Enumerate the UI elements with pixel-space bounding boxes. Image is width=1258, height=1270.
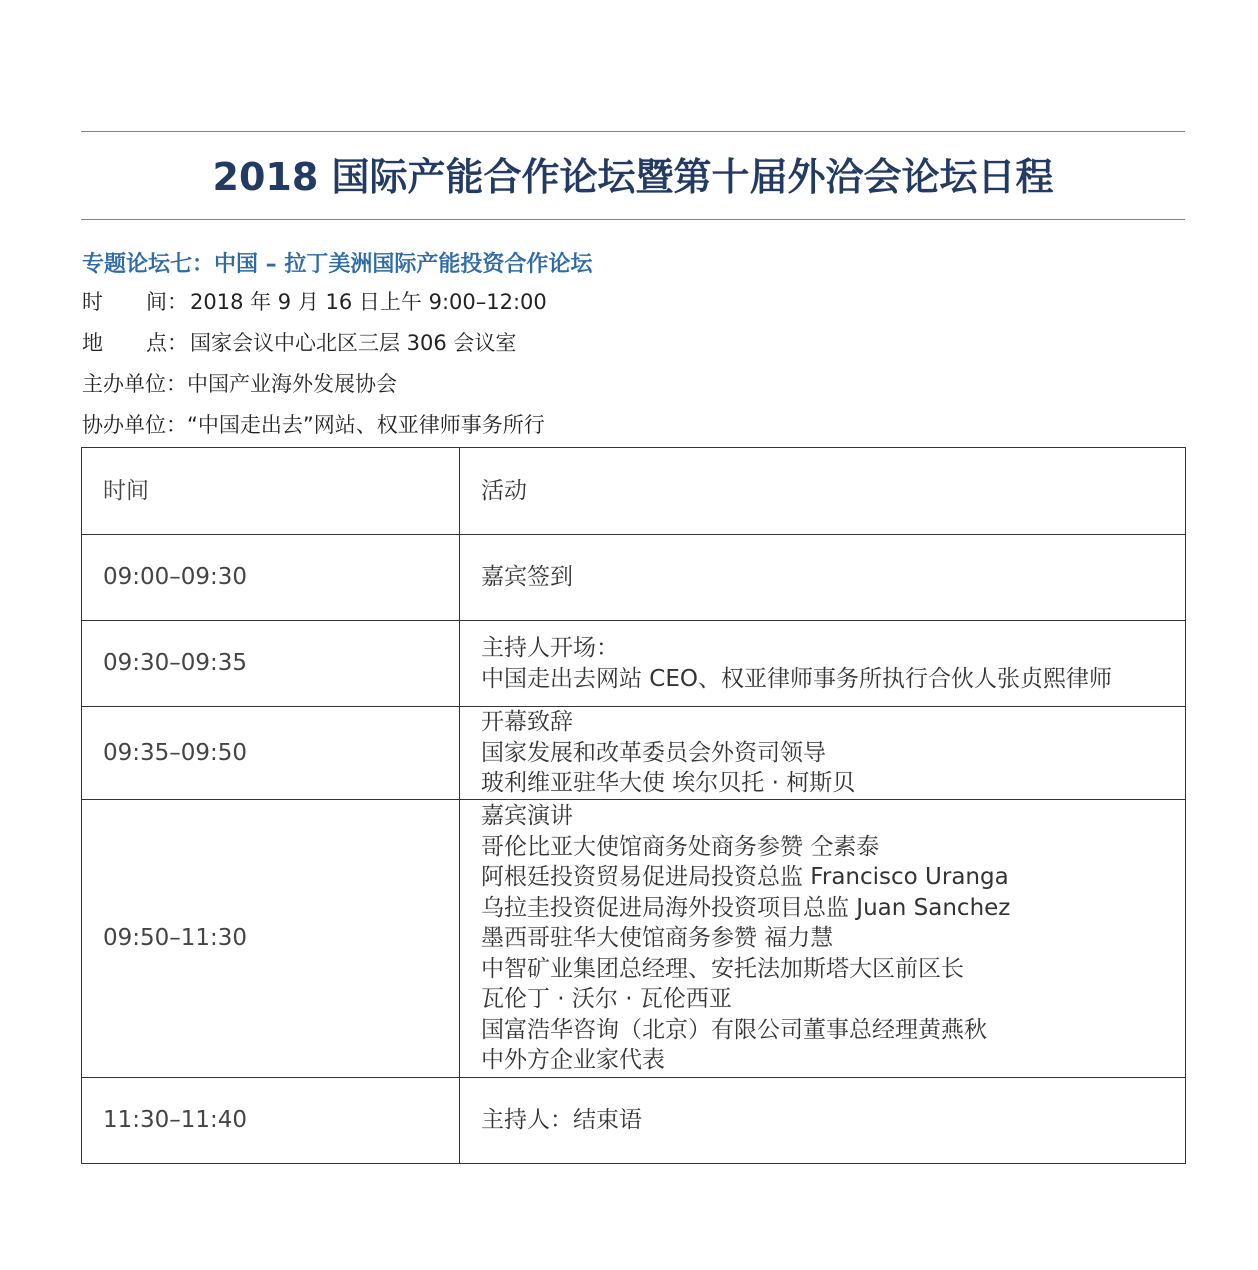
place-label: 地 点： — [82, 331, 188, 355]
row-activity — [460, 621, 1186, 707]
row-activity — [460, 800, 1186, 1078]
activity-line: 玻利维亚驻华大使 埃尔贝托 · 柯斯贝 — [481, 770, 856, 797]
info-host — [82, 368, 397, 398]
cohost-value: “中国走出去”网站、权亚律师事务所行 — [187, 413, 545, 437]
row-time: 09:50–11:30 — [82, 800, 460, 1078]
time-label: 时 间： — [82, 290, 188, 314]
place-value: 国家会议中心北区三层 306 会议室 — [190, 331, 517, 355]
table-row — [82, 707, 1186, 800]
header-activity: 活动 — [460, 448, 1186, 535]
schedule-table — [81, 447, 1186, 1164]
row-time: 09:00–09:30 — [82, 535, 460, 621]
row-activity — [460, 707, 1186, 800]
activity-line: 嘉宾演讲 — [481, 803, 573, 830]
table-row — [82, 800, 1186, 1078]
row-time: 09:30–09:35 — [82, 621, 460, 707]
activity-line: 乌拉圭投资促进局海外投资项目总监 Juan Sanchez — [481, 894, 1011, 921]
row-activity — [460, 1078, 1186, 1164]
info-cohost — [82, 409, 545, 439]
activity-line: 国家发展和改革委员会外资司领导 — [481, 739, 826, 766]
info-time — [82, 286, 547, 316]
activity-line: 墨西哥驻华大使馆商务参赞 福力慧 — [481, 925, 834, 952]
activity-line: 中智矿业集团总经理、安托法加斯塔大区前区长 — [481, 955, 964, 982]
host-label: 主办单位： — [82, 372, 187, 396]
activity-line: 中外方企业家代表 — [481, 1047, 665, 1074]
activity-line: 哥伦比亚大使馆商务处商务参赞 仝素泰 — [481, 833, 880, 860]
row-time: 11:30–11:40 — [82, 1078, 460, 1164]
activity-line: 主持人开场： — [481, 635, 619, 661]
activity-line: 瓦伦丁 · 沃尔 · 瓦伦西亚 — [481, 986, 732, 1013]
host-value: 中国产业海外发展协会 — [187, 372, 397, 396]
activity-line: 主持人：结束语 — [481, 1107, 642, 1134]
activity-line: 中国走出去网站 CEO、权亚律师事务所执行合伙人张贞熙律师 — [481, 665, 1113, 692]
row-time: 09:35–09:50 — [82, 707, 460, 800]
title-bottom-rule — [81, 219, 1185, 220]
forum-subtitle: 专题论坛七：中国 – 拉丁美洲国际产能投资合作论坛 — [82, 252, 593, 277]
table-row — [82, 1078, 1186, 1164]
time-value: 2018 年 9 月 16 日上午 9:00–12:00 — [190, 290, 547, 314]
row-activity — [460, 535, 1186, 621]
table-header-row — [82, 448, 1186, 535]
table-row — [82, 535, 1186, 621]
activity-line: 国富浩华咨询（北京）有限公司董事总经理黄燕秋 — [481, 1016, 987, 1043]
top-rule — [81, 131, 1185, 132]
activity-line: 开幕致辞 — [481, 709, 573, 736]
page-title: 2018 国际产能合作论坛暨第十届外洽会论坛日程 — [212, 155, 1054, 199]
table-row — [82, 621, 1186, 707]
header-time: 时间 — [82, 448, 460, 535]
info-place — [82, 327, 516, 357]
activity-line: 嘉宾签到 — [481, 564, 573, 591]
activity-line: 阿根廷投资贸易促进局投资总监 Francisco Uranga — [481, 864, 1009, 891]
cohost-label: 协办单位： — [82, 413, 187, 437]
